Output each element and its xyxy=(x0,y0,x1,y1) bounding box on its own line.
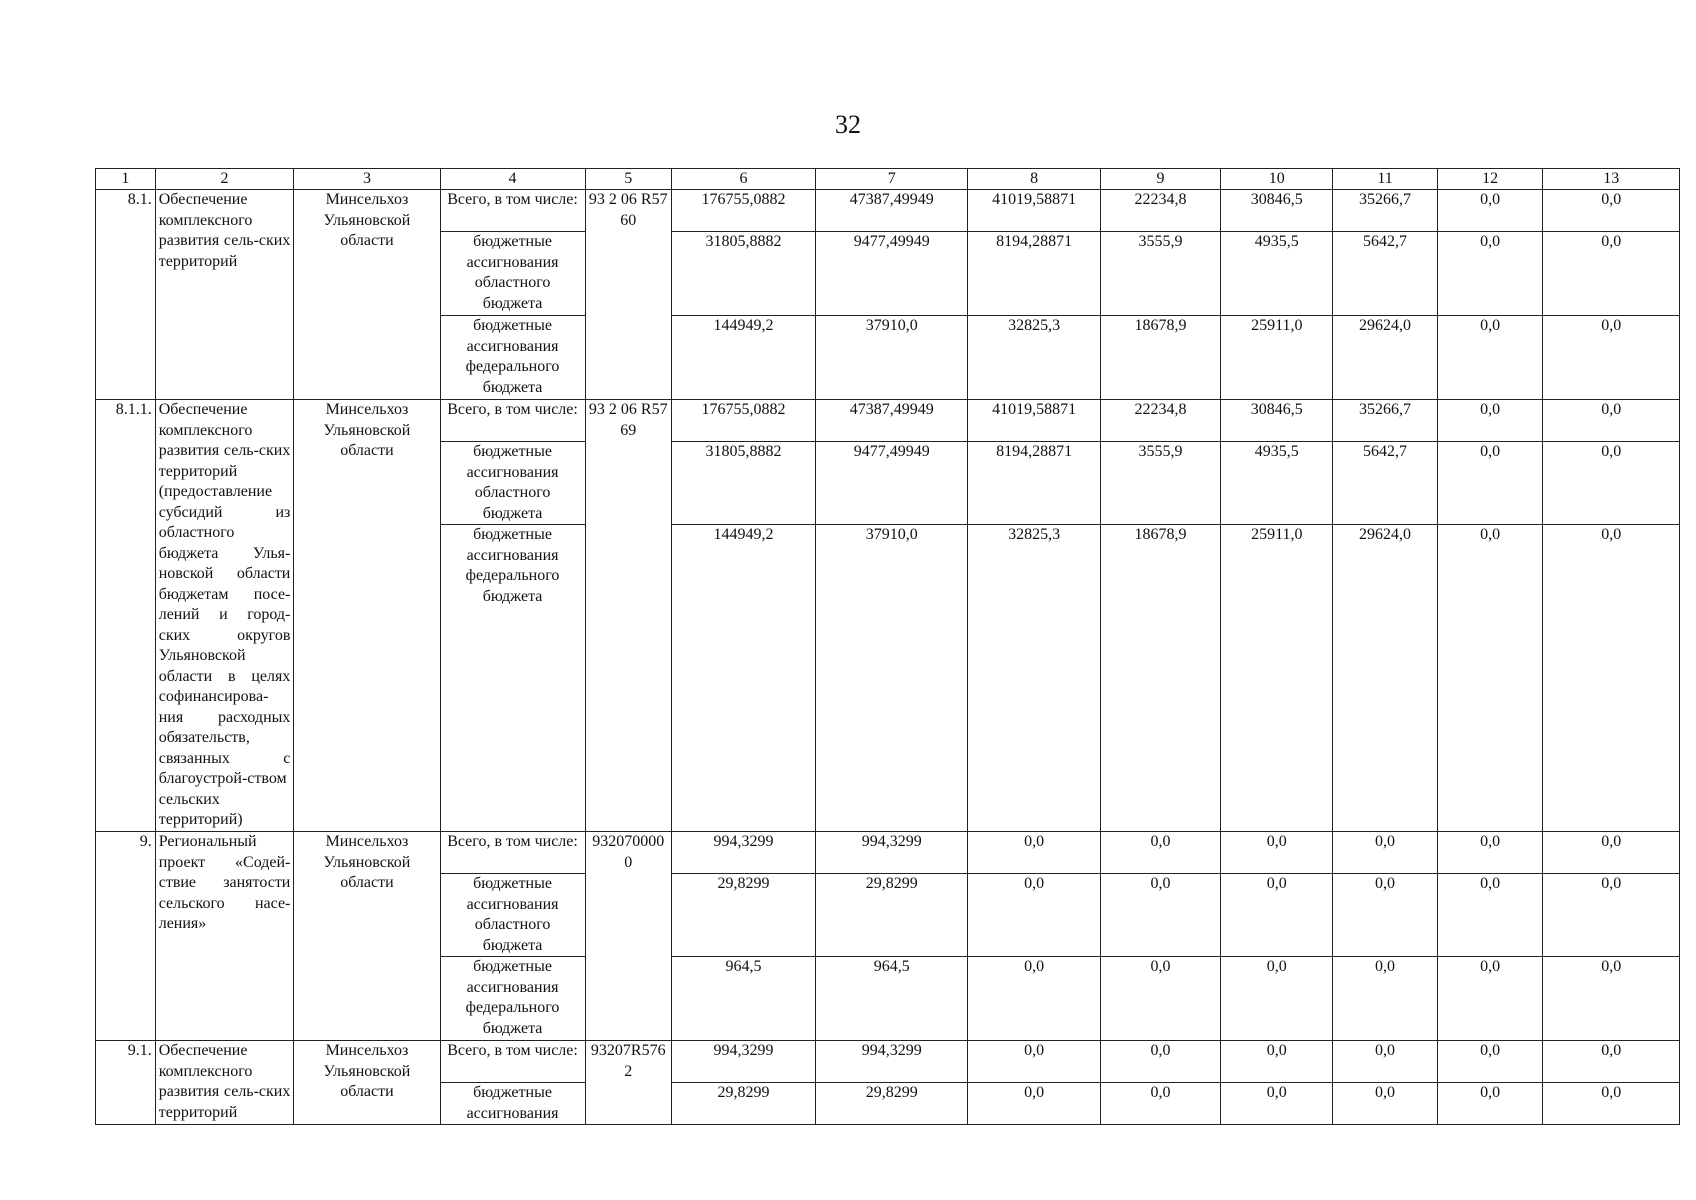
value-cell: 0,0 xyxy=(1333,1083,1438,1125)
value-cell: 964,5 xyxy=(815,957,968,1041)
value-cell: 0,0 xyxy=(1437,525,1543,832)
value-cell: 0,0 xyxy=(1100,1041,1221,1083)
header-cell: 1 xyxy=(96,169,156,190)
funding-source: бюджетные ассигнования федерального бюджета xyxy=(440,316,585,400)
item-executor: Минсельхоз Ульяновской области xyxy=(294,400,440,832)
value-cell: 0,0 xyxy=(1543,400,1680,442)
value-cell: 3555,9 xyxy=(1100,232,1221,316)
budget-code: 93 2 06 R5760 xyxy=(585,190,671,400)
value-cell: 29,8299 xyxy=(815,874,968,957)
value-cell: 0,0 xyxy=(1543,832,1680,874)
value-cell: 0,0 xyxy=(1221,1083,1333,1125)
value-cell: 0,0 xyxy=(1100,832,1221,874)
value-cell: 0,0 xyxy=(1437,400,1543,442)
value-cell: 0,0 xyxy=(1221,957,1333,1041)
value-cell: 0,0 xyxy=(1437,957,1543,1041)
value-cell: 144949,2 xyxy=(671,525,815,832)
value-cell: 35266,7 xyxy=(1333,190,1438,232)
item-name: Обеспечение комплексного развития сель-ских территорий (предоставление субсидий из областного бюджета Улья-новской области бюджетам посе-лений и город-ских округов Ульяновской области в целях софинансирова-ния расходных обязательств, связанных с благоустрой-ством сельских территорий) xyxy=(155,400,294,832)
item-executor: Минсельхоз Ульяновской области xyxy=(294,1041,440,1125)
value-cell: 35266,7 xyxy=(1333,400,1438,442)
value-cell: 0,0 xyxy=(1543,316,1680,400)
value-cell: 47387,49949 xyxy=(815,190,968,232)
value-cell: 31805,8882 xyxy=(671,442,815,525)
value-cell: 31805,8882 xyxy=(671,232,815,316)
value-cell: 0,0 xyxy=(1543,525,1680,832)
header-cell: 5 xyxy=(585,169,671,190)
item-executor: Минсельхоз Ульяновской области xyxy=(294,832,440,1041)
budget-table xyxy=(95,168,1680,1125)
header-cell: 7 xyxy=(815,169,968,190)
funding-source: Всего, в том числе: xyxy=(440,1041,585,1083)
value-cell: 0,0 xyxy=(1100,957,1221,1041)
value-cell: 25911,0 xyxy=(1221,316,1333,400)
value-cell: 8194,28871 xyxy=(968,232,1100,316)
value-cell: 0,0 xyxy=(1333,957,1438,1041)
value-cell: 0,0 xyxy=(968,1041,1100,1083)
value-cell: 29624,0 xyxy=(1333,316,1438,400)
value-cell: 41019,58871 xyxy=(968,400,1100,442)
value-cell: 0,0 xyxy=(1437,190,1543,232)
header-cell: 3 xyxy=(294,169,440,190)
funding-source: бюджетные ассигнования областного бюджета xyxy=(440,232,585,316)
funding-source: Всего, в том числе: xyxy=(440,190,585,232)
value-cell: 25911,0 xyxy=(1221,525,1333,832)
value-cell: 0,0 xyxy=(1100,874,1221,957)
item-executor: Минсельхоз Ульяновской области xyxy=(294,190,440,400)
value-cell: 0,0 xyxy=(1543,874,1680,957)
value-cell: 18678,9 xyxy=(1100,316,1221,400)
value-cell: 0,0 xyxy=(1437,874,1543,957)
header-cell: 11 xyxy=(1333,169,1438,190)
header-cell: 4 xyxy=(440,169,585,190)
item-number: 8.1. xyxy=(96,190,156,400)
value-cell: 22234,8 xyxy=(1100,190,1221,232)
table-row xyxy=(96,1041,1680,1083)
value-cell: 0,0 xyxy=(1333,1041,1438,1083)
item-name: Обеспечение комплексного развития сель-ских территорий xyxy=(155,1041,294,1125)
value-cell: 994,3299 xyxy=(671,1041,815,1083)
value-cell: 0,0 xyxy=(968,874,1100,957)
funding-source: бюджетные ассигнования областного бюджета xyxy=(440,442,585,525)
value-cell: 0,0 xyxy=(1543,442,1680,525)
table-row xyxy=(96,400,1680,442)
value-cell: 994,3299 xyxy=(671,832,815,874)
value-cell: 0,0 xyxy=(1437,442,1543,525)
table-row xyxy=(96,190,1680,232)
value-cell: 0,0 xyxy=(1221,874,1333,957)
header-cell: 10 xyxy=(1221,169,1333,190)
value-cell: 144949,2 xyxy=(671,316,815,400)
value-cell: 994,3299 xyxy=(815,1041,968,1083)
value-cell: 37910,0 xyxy=(815,316,968,400)
value-cell: 176755,0882 xyxy=(671,400,815,442)
funding-source: бюджетные ассигнования федерального бюджета xyxy=(440,525,585,832)
header-cell: 6 xyxy=(671,169,815,190)
item-number: 8.1.1. xyxy=(96,400,156,832)
value-cell: 37910,0 xyxy=(815,525,968,832)
value-cell: 41019,58871 xyxy=(968,190,1100,232)
value-cell: 29,8299 xyxy=(671,874,815,957)
item-name: Обеспечение комплексного развития сель-ских территорий xyxy=(155,190,294,400)
funding-source: Всего, в том числе: xyxy=(440,400,585,442)
value-cell: 29624,0 xyxy=(1333,525,1438,832)
value-cell: 0,0 xyxy=(1543,1083,1680,1125)
value-cell: 30846,5 xyxy=(1221,190,1333,232)
budget-code: 93207R5762 xyxy=(585,1041,671,1125)
value-cell: 0,0 xyxy=(968,832,1100,874)
value-cell: 0,0 xyxy=(1437,316,1543,400)
value-cell: 4935,5 xyxy=(1221,442,1333,525)
value-cell: 0,0 xyxy=(1437,232,1543,316)
value-cell: 3555,9 xyxy=(1100,442,1221,525)
value-cell: 9477,49949 xyxy=(815,232,968,316)
funding-source: бюджетные ассигнования областного бюджета xyxy=(440,874,585,957)
value-cell: 30846,5 xyxy=(1221,400,1333,442)
header-cell: 2 xyxy=(155,169,294,190)
item-number: 9.1. xyxy=(96,1041,156,1125)
funding-source: бюджетные ассигнования федерального бюджета xyxy=(440,957,585,1041)
value-cell: 29,8299 xyxy=(815,1083,968,1125)
value-cell: 0,0 xyxy=(1221,832,1333,874)
value-cell: 9477,49949 xyxy=(815,442,968,525)
value-cell: 964,5 xyxy=(671,957,815,1041)
value-cell: 0,0 xyxy=(1437,1041,1543,1083)
header-cell: 13 xyxy=(1543,169,1680,190)
value-cell: 22234,8 xyxy=(1100,400,1221,442)
value-cell: 0,0 xyxy=(968,957,1100,1041)
value-cell: 5642,7 xyxy=(1333,232,1438,316)
value-cell: 0,0 xyxy=(1100,1083,1221,1125)
funding-source: Всего, в том числе: xyxy=(440,832,585,874)
value-cell: 0,0 xyxy=(1437,1083,1543,1125)
value-cell: 29,8299 xyxy=(671,1083,815,1125)
budget-code: 93 2 06 R5769 xyxy=(585,400,671,832)
header-cell: 9 xyxy=(1100,169,1221,190)
value-cell: 0,0 xyxy=(1543,190,1680,232)
value-cell: 8194,28871 xyxy=(968,442,1100,525)
header-cell: 12 xyxy=(1437,169,1543,190)
value-cell: 32825,3 xyxy=(968,525,1100,832)
value-cell: 994,3299 xyxy=(815,832,968,874)
header-row xyxy=(96,169,1680,190)
page-number: 32 xyxy=(835,110,861,139)
value-cell: 0,0 xyxy=(1543,1041,1680,1083)
value-cell: 0,0 xyxy=(1333,832,1438,874)
item-name: Региональный проект «Содей-ствие занятости сельского насе-ления» xyxy=(155,832,294,1041)
funding-source: бюджетные ассигнования xyxy=(440,1083,585,1125)
value-cell: 18678,9 xyxy=(1100,525,1221,832)
header-cell: 8 xyxy=(968,169,1100,190)
budget-code: 9320700000 xyxy=(585,832,671,1041)
item-number: 9. xyxy=(96,832,156,1041)
value-cell: 0,0 xyxy=(1543,232,1680,316)
value-cell: 0,0 xyxy=(1543,957,1680,1041)
value-cell: 0,0 xyxy=(1221,1041,1333,1083)
value-cell: 32825,3 xyxy=(968,316,1100,400)
table-row xyxy=(96,832,1680,874)
value-cell: 176755,0882 xyxy=(671,190,815,232)
value-cell: 47387,49949 xyxy=(815,400,968,442)
value-cell: 5642,7 xyxy=(1333,442,1438,525)
value-cell: 0,0 xyxy=(1437,832,1543,874)
value-cell: 0,0 xyxy=(1333,874,1438,957)
value-cell: 4935,5 xyxy=(1221,232,1333,316)
value-cell: 0,0 xyxy=(968,1083,1100,1125)
